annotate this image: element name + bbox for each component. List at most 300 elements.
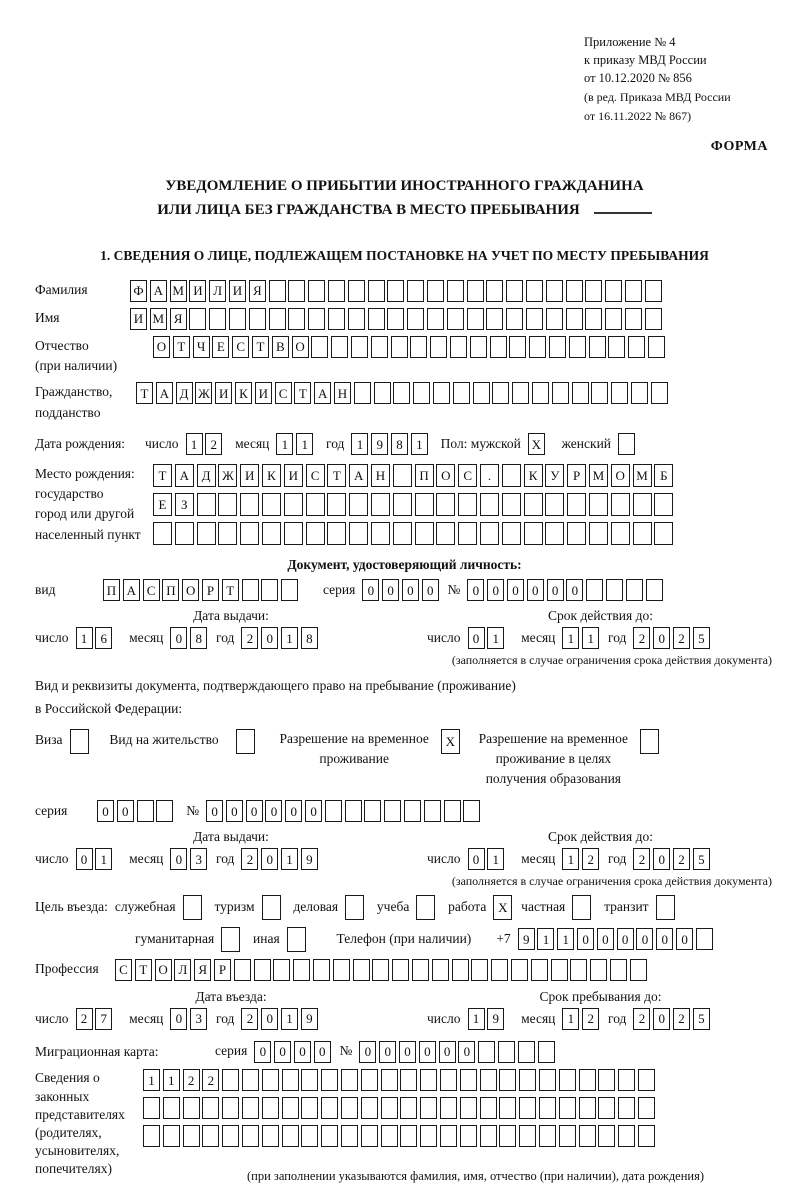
form-cell[interactable]: 0 [399,1041,416,1063]
form-cell[interactable]: Д [197,464,216,487]
form-cell[interactable]: Б [654,464,673,487]
form-cell[interactable] [628,336,645,358]
form-cell[interactable] [287,927,306,952]
form-cell[interactable] [413,382,430,404]
form-cell[interactable]: 0 [487,579,504,601]
form-cell[interactable] [361,1069,378,1091]
form-cell[interactable] [306,493,325,516]
form-cell[interactable] [240,522,259,545]
form-cell[interactable]: П [103,579,120,601]
form-cell[interactable]: 1 [487,848,504,870]
form-cell[interactable] [153,522,172,545]
form-cell[interactable]: 2 [183,1069,200,1091]
form-cell[interactable] [630,959,647,981]
form-cell[interactable]: Р [202,579,219,601]
form-cell[interactable] [293,959,310,981]
form-cell[interactable]: Л [174,959,191,981]
form-cell[interactable] [202,1097,219,1119]
form-cell[interactable] [566,280,583,302]
form-cell[interactable] [486,280,503,302]
form-cell[interactable]: 0 [261,1008,278,1030]
form-cell[interactable]: И [130,308,147,330]
form-cell[interactable]: 0 [547,579,564,601]
form-cell[interactable]: 2 [633,627,650,649]
form-cell[interactable] [618,1125,635,1147]
form-cell[interactable] [222,1125,239,1147]
form-cell[interactable] [393,522,412,545]
form-cell[interactable] [453,382,470,404]
form-cell[interactable] [261,579,278,601]
form-cell[interactable] [518,1041,535,1063]
form-cell[interactable] [202,1125,219,1147]
form-cell[interactable] [175,522,194,545]
form-cell[interactable]: 5 [693,627,710,649]
form-cell[interactable] [447,308,464,330]
form-cell[interactable]: А [314,382,331,404]
form-cell[interactable] [552,382,569,404]
form-cell[interactable]: 1 [562,848,579,870]
form-cell[interactable] [348,308,365,330]
form-cell[interactable] [420,1125,437,1147]
form-cell[interactable]: И [240,464,259,487]
form-cell[interactable] [351,336,368,358]
form-cell[interactable] [282,1097,299,1119]
form-cell[interactable] [368,308,385,330]
form-cell[interactable] [539,1125,556,1147]
form-cell[interactable] [249,308,266,330]
form-cell[interactable]: К [262,464,281,487]
form-cell[interactable] [480,493,499,516]
form-cell[interactable]: 0 [170,1008,187,1030]
form-cell[interactable] [579,1125,596,1147]
form-cell[interactable] [499,1069,516,1091]
form-cell[interactable] [327,493,346,516]
form-cell[interactable] [524,493,543,516]
form-cell[interactable] [197,522,216,545]
form-cell[interactable] [391,336,408,358]
form-cell[interactable]: Т [153,464,172,487]
form-cell[interactable] [545,493,564,516]
form-cell[interactable]: Л [209,280,226,302]
form-cell[interactable]: 2 [76,1008,93,1030]
form-cell[interactable] [282,1125,299,1147]
form-cell[interactable] [341,1097,358,1119]
form-cell[interactable] [696,928,713,950]
form-cell[interactable]: 0 [362,579,379,601]
form-cell[interactable] [222,1069,239,1091]
form-cell[interactable]: 1 [557,928,574,950]
form-cell[interactable]: 2 [202,1069,219,1091]
form-cell[interactable] [393,464,412,487]
form-cell[interactable] [539,1097,556,1119]
form-cell[interactable] [440,1069,457,1091]
form-cell[interactable] [625,280,642,302]
form-cell[interactable] [631,382,648,404]
form-cell[interactable] [531,959,548,981]
form-cell[interactable] [638,1097,655,1119]
form-cell[interactable] [570,959,587,981]
form-cell[interactable] [502,493,521,516]
form-cell[interactable] [506,280,523,302]
form-cell[interactable] [321,1125,338,1147]
form-cell[interactable]: 1 [163,1069,180,1091]
form-cell[interactable]: 1 [143,1069,160,1091]
form-cell[interactable] [229,308,246,330]
form-cell[interactable] [284,522,303,545]
form-cell[interactable] [646,579,663,601]
form-cell[interactable] [262,1069,279,1091]
form-cell[interactable]: М [150,308,167,330]
form-cell[interactable] [589,522,608,545]
form-cell[interactable]: 8 [190,627,207,649]
form-cell[interactable]: Т [294,382,311,404]
form-cell[interactable]: Е [212,336,229,358]
form-cell[interactable] [143,1125,160,1147]
form-cell[interactable] [519,1125,536,1147]
form-cell[interactable] [404,800,421,822]
form-cell[interactable] [325,800,342,822]
form-cell[interactable] [254,959,271,981]
form-cell[interactable] [221,927,240,952]
form-cell[interactable]: 0 [419,1041,436,1063]
form-cell[interactable] [420,1097,437,1119]
form-cell[interactable] [524,522,543,545]
form-cell[interactable] [611,493,630,516]
form-cell[interactable] [460,1125,477,1147]
form-cell[interactable] [480,1097,497,1119]
form-cell[interactable] [308,308,325,330]
form-cell[interactable]: 0 [617,928,634,950]
form-cell[interactable]: 0 [422,579,439,601]
form-cell[interactable]: 1 [281,1008,298,1030]
form-cell[interactable]: Я [170,308,187,330]
form-cell[interactable] [361,1097,378,1119]
form-cell[interactable]: 0 [261,627,278,649]
form-cell[interactable] [416,895,435,920]
form-cell[interactable]: 0 [467,579,484,601]
form-cell[interactable]: 0 [170,627,187,649]
form-cell[interactable]: К [235,382,252,404]
form-cell[interactable] [218,493,237,516]
form-cell[interactable]: 3 [190,1008,207,1030]
form-cell[interactable]: 1 [95,848,112,870]
form-cell[interactable] [313,959,330,981]
form-cell[interactable] [591,382,608,404]
form-cell[interactable] [546,308,563,330]
form-cell[interactable]: 0 [653,627,670,649]
form-cell[interactable]: 2 [241,627,258,649]
form-cell[interactable] [218,522,237,545]
form-cell[interactable] [262,522,281,545]
form-cell[interactable]: 0 [577,928,594,950]
form-cell[interactable]: 1 [487,627,504,649]
form-cell[interactable]: 0 [226,800,243,822]
form-cell[interactable]: X [493,895,512,920]
form-cell[interactable] [471,959,488,981]
form-cell[interactable]: 0 [468,627,485,649]
form-cell[interactable]: 6 [95,627,112,649]
form-cell[interactable] [387,308,404,330]
form-cell[interactable] [654,493,673,516]
form-cell[interactable]: Ж [195,382,212,404]
form-cell[interactable]: 0 [206,800,223,822]
form-cell[interactable] [242,579,259,601]
form-cell[interactable]: 0 [653,1008,670,1030]
form-cell[interactable] [490,336,507,358]
form-cell[interactable]: 0 [76,848,93,870]
form-cell[interactable] [506,308,523,330]
form-cell[interactable] [633,522,652,545]
form-cell[interactable] [321,1069,338,1091]
form-cell[interactable]: 2 [673,627,690,649]
form-cell[interactable] [608,336,625,358]
form-cell[interactable] [492,382,509,404]
form-cell[interactable] [638,1125,655,1147]
form-cell[interactable] [353,959,370,981]
form-cell[interactable] [163,1125,180,1147]
form-cell[interactable]: Т [135,959,152,981]
form-cell[interactable]: 1 [537,928,554,950]
form-cell[interactable] [499,1097,516,1119]
form-cell[interactable] [308,280,325,302]
form-cell[interactable] [311,336,328,358]
form-cell[interactable]: Я [249,280,266,302]
form-cell[interactable] [371,522,390,545]
form-cell[interactable] [559,1097,576,1119]
form-cell[interactable]: 2 [673,1008,690,1030]
form-cell[interactable]: 5 [693,848,710,870]
form-cell[interactable] [460,1097,477,1119]
form-cell[interactable] [598,1069,615,1091]
form-cell[interactable] [387,280,404,302]
form-cell[interactable]: О [436,464,455,487]
form-cell[interactable] [183,895,202,920]
form-cell[interactable]: 2 [582,1008,599,1030]
form-cell[interactable]: Р [567,464,586,487]
form-cell[interactable] [189,308,206,330]
form-cell[interactable] [262,895,281,920]
form-cell[interactable]: 1 [562,1008,579,1030]
form-cell[interactable] [407,280,424,302]
form-cell[interactable] [348,280,365,302]
form-cell[interactable] [598,1097,615,1119]
form-cell[interactable]: И [229,280,246,302]
form-cell[interactable] [460,1069,477,1091]
form-cell[interactable] [611,522,630,545]
form-cell[interactable]: 5 [693,1008,710,1030]
form-cell[interactable] [345,800,362,822]
form-cell[interactable]: 1 [186,433,203,455]
form-cell[interactable] [618,1069,635,1091]
form-cell[interactable] [368,280,385,302]
form-cell[interactable]: Д [176,382,193,404]
form-cell[interactable] [242,1097,259,1119]
form-cell[interactable] [424,800,441,822]
form-cell[interactable]: 9 [518,928,535,950]
form-cell[interactable] [519,1069,536,1091]
form-cell[interactable] [625,308,642,330]
form-cell[interactable]: 1 [281,848,298,870]
form-cell[interactable] [586,579,603,601]
form-cell[interactable] [281,579,298,601]
form-cell[interactable]: 0 [468,848,485,870]
form-cell[interactable] [645,280,662,302]
form-cell[interactable]: 9 [371,433,388,455]
form-cell[interactable] [301,1125,318,1147]
form-cell[interactable]: 2 [633,1008,650,1030]
form-cell[interactable]: Т [136,382,153,404]
form-cell[interactable]: 0 [566,579,583,601]
form-cell[interactable]: 0 [246,800,263,822]
form-cell[interactable]: Р [214,959,231,981]
form-cell[interactable]: 0 [656,928,673,950]
form-cell[interactable] [618,433,635,455]
form-cell[interactable] [585,280,602,302]
form-cell[interactable]: П [162,579,179,601]
form-cell[interactable] [156,800,173,822]
form-cell[interactable] [440,1125,457,1147]
form-cell[interactable] [499,1125,516,1147]
form-cell[interactable] [440,1097,457,1119]
form-cell[interactable] [559,1125,576,1147]
form-cell[interactable] [392,959,409,981]
form-cell[interactable] [549,336,566,358]
form-cell[interactable] [590,959,607,981]
form-cell[interactable] [234,959,251,981]
form-cell[interactable] [567,522,586,545]
form-cell[interactable] [163,1097,180,1119]
form-cell[interactable] [610,959,627,981]
form-cell[interactable] [384,800,401,822]
form-cell[interactable] [467,280,484,302]
form-cell[interactable]: З [175,493,194,516]
form-cell[interactable]: 2 [241,848,258,870]
form-cell[interactable]: Ж [218,464,237,487]
form-cell[interactable]: 0 [285,800,302,822]
form-cell[interactable] [502,464,521,487]
form-cell[interactable]: 0 [636,928,653,950]
form-cell[interactable]: М [170,280,187,302]
form-cell[interactable] [331,336,348,358]
form-cell[interactable] [656,895,675,920]
form-cell[interactable]: И [255,382,272,404]
form-cell[interactable]: 0 [294,1041,311,1063]
form-cell[interactable] [197,493,216,516]
form-cell[interactable]: Н [371,464,390,487]
form-cell[interactable] [349,493,368,516]
form-cell[interactable]: 0 [265,800,282,822]
form-cell[interactable]: 0 [305,800,322,822]
form-cell[interactable] [538,1041,555,1063]
form-cell[interactable]: 0 [170,848,187,870]
form-cell[interactable]: С [115,959,132,981]
form-cell[interactable]: О [292,336,309,358]
form-cell[interactable]: 9 [301,848,318,870]
form-cell[interactable] [579,1069,596,1091]
form-cell[interactable] [328,280,345,302]
form-cell[interactable] [572,382,589,404]
form-cell[interactable] [262,1097,279,1119]
form-cell[interactable]: В [272,336,289,358]
form-cell[interactable] [526,308,543,330]
form-cell[interactable] [381,1125,398,1147]
form-cell[interactable] [606,579,623,601]
form-cell[interactable] [654,522,673,545]
form-cell[interactable] [341,1069,358,1091]
form-cell[interactable] [519,1097,536,1119]
form-cell[interactable]: 1 [411,433,428,455]
form-cell[interactable]: А [150,280,167,302]
form-cell[interactable] [400,1069,417,1091]
form-cell[interactable] [633,493,652,516]
form-cell[interactable] [240,493,259,516]
form-cell[interactable] [288,280,305,302]
form-cell[interactable]: Т [173,336,190,358]
form-cell[interactable]: 2 [205,433,222,455]
form-cell[interactable] [407,308,424,330]
form-cell[interactable] [546,280,563,302]
form-cell[interactable] [400,1097,417,1119]
form-cell[interactable] [509,336,526,358]
form-cell[interactable]: К [524,464,543,487]
form-cell[interactable]: А [175,464,194,487]
form-cell[interactable]: Ф [130,280,147,302]
form-cell[interactable]: Н [334,382,351,404]
form-cell[interactable] [354,382,371,404]
form-cell[interactable]: 0 [254,1041,271,1063]
form-cell[interactable] [640,729,659,754]
form-cell[interactable] [605,280,622,302]
form-cell[interactable]: 3 [190,848,207,870]
form-cell[interactable] [569,336,586,358]
form-cell[interactable]: О [182,579,199,601]
form-cell[interactable]: М [589,464,608,487]
form-cell[interactable] [415,493,434,516]
form-cell[interactable] [436,522,455,545]
form-cell[interactable]: С [232,336,249,358]
form-cell[interactable]: Т [252,336,269,358]
form-cell[interactable]: 7 [95,1008,112,1030]
form-cell[interactable]: И [284,464,303,487]
form-cell[interactable]: 1 [276,433,293,455]
form-cell[interactable] [412,959,429,981]
form-cell[interactable]: 9 [301,1008,318,1030]
form-cell[interactable] [567,493,586,516]
form-cell[interactable] [400,1125,417,1147]
form-cell[interactable] [361,1125,378,1147]
form-cell[interactable]: X [441,729,460,754]
form-cell[interactable]: 1 [76,627,93,649]
form-cell[interactable] [450,336,467,358]
form-cell[interactable] [478,1041,495,1063]
form-cell[interactable] [371,336,388,358]
form-cell[interactable] [327,522,346,545]
form-cell[interactable] [638,1069,655,1091]
form-cell[interactable]: 0 [314,1041,331,1063]
form-cell[interactable]: 1 [468,1008,485,1030]
form-cell[interactable]: X [528,433,545,455]
form-cell[interactable]: 8 [301,627,318,649]
form-cell[interactable] [143,1097,160,1119]
form-cell[interactable] [611,382,628,404]
form-cell[interactable] [648,336,665,358]
form-cell[interactable]: 2 [582,848,599,870]
form-cell[interactable] [480,522,499,545]
form-cell[interactable] [463,800,480,822]
form-cell[interactable]: 2 [241,1008,258,1030]
form-cell[interactable]: 1 [562,627,579,649]
form-cell[interactable]: 1 [582,627,599,649]
